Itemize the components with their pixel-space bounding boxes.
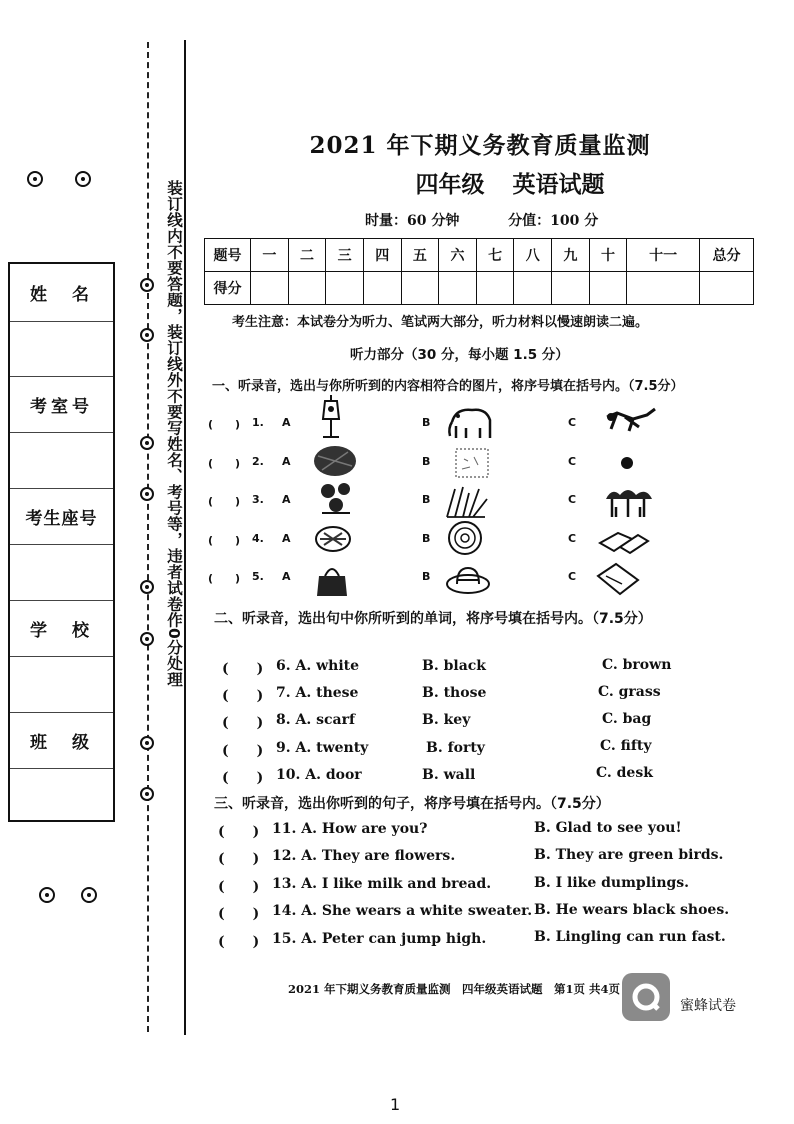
- option-a: 7. A. these: [276, 685, 359, 701]
- binding-hole-icon: [140, 487, 154, 501]
- table-cell: 六: [439, 239, 477, 272]
- option-b: B. Lingling can run fast.: [534, 929, 726, 945]
- option-c-label: C: [568, 493, 577, 506]
- hat-icon: [445, 562, 491, 596]
- answer-paren[interactable]: ( ): [218, 851, 260, 867]
- option-c: C. bag: [602, 711, 652, 727]
- score-cell[interactable]: [251, 272, 289, 305]
- page-number: 1: [390, 1095, 401, 1114]
- table-cell: 一: [251, 239, 289, 272]
- score-cell[interactable]: [439, 272, 477, 305]
- exam-subtitle: 四年级 英语试题: [415, 171, 605, 198]
- cabbage-icon: [444, 520, 486, 556]
- answer-paren[interactable]: ( ): [208, 457, 241, 470]
- school-field[interactable]: [10, 657, 113, 713]
- binding-hole-icon: [140, 278, 154, 292]
- answer-paren[interactable]: ( ): [208, 418, 241, 431]
- question-number: 5.: [252, 570, 264, 583]
- handbag-icon: [315, 562, 349, 598]
- option-b-label: B: [422, 570, 431, 583]
- option-a: 6. A. white: [276, 658, 360, 674]
- binding-notice: 装订线内不要答题，装订线外不要写姓名、考号等，违者试卷作0分处理: [165, 180, 183, 688]
- option-b: B. key: [422, 712, 471, 728]
- binding-hole-icon: [140, 787, 154, 801]
- seat-label: 考生座号: [10, 489, 113, 545]
- school-label: 学 校: [10, 601, 113, 657]
- option-b: B. forty: [426, 740, 485, 756]
- option-c-label: C: [568, 455, 577, 468]
- table-cell: 总分: [700, 239, 754, 272]
- answer-paren[interactable]: ( ): [208, 495, 241, 508]
- option-c-label: C: [568, 416, 577, 429]
- option-a: 9. A. twenty: [276, 740, 369, 756]
- monkey-icon: [603, 407, 659, 435]
- table-cell: 八: [514, 239, 552, 272]
- binding-hole-icon: [140, 436, 154, 450]
- bread-icon: [454, 447, 490, 479]
- class-field[interactable]: [10, 769, 113, 820]
- exam-title: 2021 年下期义务教育质量监测: [309, 132, 651, 159]
- option-a: 8. A. scarf: [276, 712, 355, 728]
- answer-paren[interactable]: ( ): [222, 661, 264, 677]
- room-field[interactable]: [10, 433, 113, 489]
- option-b: B. black: [422, 658, 486, 674]
- binding-hole-icon: [140, 632, 154, 646]
- score-cell[interactable]: [627, 272, 700, 305]
- table-cell: 二: [288, 239, 326, 272]
- binding-hole-icon: [81, 887, 97, 903]
- option-b: B. He wears black shoes.: [534, 902, 730, 918]
- listening-title: 听力部分（30 分，每小题 1.5 分）: [350, 347, 569, 363]
- option-b: B. Glad to see you!: [534, 820, 682, 836]
- question-number: 3.: [252, 493, 264, 506]
- page-footer: 2021 年下期义务教育质量监测 四年级英语试题 第1页 共4页: [288, 982, 621, 996]
- answer-paren[interactable]: ( ): [218, 824, 260, 840]
- option-a: 12. A. They are flowers.: [272, 848, 456, 864]
- seat-field[interactable]: [10, 545, 113, 601]
- pizza-icon: [312, 444, 358, 478]
- binding-solid-line: [184, 40, 186, 1035]
- binding-hole-icon: [75, 171, 91, 187]
- answer-paren[interactable]: ( ): [222, 688, 264, 704]
- option-b: B. I like dumplings.: [534, 875, 690, 891]
- option-c-label: C: [568, 570, 577, 583]
- section3-title: 三、听录音，选出你听到的句子，将序号填在括号内。（7.5分）: [214, 796, 610, 812]
- exam-notice: 考生注意：本试卷分为听力、笔试两大部分，听力材料以慢速朗读二遍。: [232, 315, 649, 330]
- question-number: 2.: [252, 455, 264, 468]
- answer-paren[interactable]: ( ): [208, 534, 241, 547]
- option-c: C. brown: [602, 657, 672, 673]
- table-cell: 十一: [627, 239, 700, 272]
- grass-icon: [443, 483, 489, 519]
- option-c: C. fifty: [600, 738, 652, 754]
- answer-paren[interactable]: ( ): [208, 572, 241, 585]
- question-number: 1.: [252, 416, 264, 429]
- answer-paren[interactable]: ( ): [222, 743, 264, 759]
- option-c-label: C: [568, 532, 577, 545]
- option-a-label: A: [282, 416, 291, 429]
- option-b-label: B: [422, 455, 431, 468]
- book-icon: [596, 562, 640, 596]
- option-b: B. those: [422, 685, 487, 701]
- score-cell[interactable]: [514, 272, 552, 305]
- option-a-label: A: [282, 570, 291, 583]
- dot-icon: [620, 456, 634, 470]
- student-info-box: [8, 262, 115, 822]
- option-b: B. They are green birds.: [534, 847, 724, 863]
- option-b-label: B: [422, 532, 431, 545]
- option-a: 11. A. How are you?: [272, 821, 428, 837]
- section2-title: 二、听录音，选出句中你所听到的单词，将序号填在括号内。（7.5分）: [214, 611, 652, 627]
- table-row: [205, 272, 754, 305]
- room-label: 考室号: [10, 377, 113, 433]
- score-table: [204, 238, 754, 305]
- binding-hole-icon: [140, 580, 154, 594]
- binding-hole-icon: [27, 171, 43, 187]
- score-cell[interactable]: [476, 272, 514, 305]
- table-cell: 七: [476, 239, 514, 272]
- answer-paren[interactable]: ( ): [218, 906, 260, 922]
- exam-meta: [365, 210, 665, 230]
- score-cell[interactable]: [363, 272, 401, 305]
- option-a-label: A: [282, 493, 291, 506]
- score-cell[interactable]: [552, 272, 590, 305]
- flower-icon: [316, 479, 356, 517]
- binding-dashed-line: [147, 42, 149, 1032]
- score-cell[interactable]: [589, 272, 627, 305]
- trees-icon: [602, 485, 654, 519]
- answer-paren[interactable]: ( ): [218, 879, 260, 895]
- table-cell: 题号: [205, 239, 251, 272]
- table-row: [205, 239, 754, 272]
- option-a: 14. A. She wears a white sweater.: [272, 903, 533, 919]
- option-b-label: B: [422, 416, 431, 429]
- table-cell: 十: [589, 239, 627, 272]
- binding-hole-icon: [140, 328, 154, 342]
- score-info: 分值：100 分: [508, 213, 599, 229]
- option-c: C. desk: [596, 765, 653, 781]
- option-b-label: B: [422, 493, 431, 506]
- binding-hole-icon: [140, 736, 154, 750]
- class-label: 班 级: [10, 713, 113, 769]
- name-field[interactable]: [10, 322, 113, 377]
- table-cell: 五: [401, 239, 439, 272]
- score-cell[interactable]: [288, 272, 326, 305]
- option-a: 15. A. Peter can jump high.: [272, 931, 487, 947]
- option-b: B. wall: [422, 767, 476, 783]
- option-a: 13. A. I like milk and bread.: [272, 876, 492, 892]
- score-cell[interactable]: [326, 272, 364, 305]
- option-a: 10. A. door: [276, 767, 362, 783]
- score-cell[interactable]: [401, 272, 439, 305]
- name-label: 姓 名: [10, 264, 113, 322]
- watermark-logo-icon: [622, 973, 670, 1021]
- list-item: [208, 524, 768, 554]
- elephant-icon: [446, 404, 498, 442]
- question-number: 4.: [252, 532, 264, 545]
- table-cell: 三: [326, 239, 364, 272]
- answer-paren[interactable]: ( ): [222, 770, 264, 786]
- score-cell[interactable]: [700, 272, 754, 305]
- answer-paren[interactable]: ( ): [218, 934, 260, 950]
- option-c: C. grass: [598, 684, 661, 700]
- option-a-label: A: [282, 532, 291, 545]
- answer-paren[interactable]: ( ): [222, 715, 264, 731]
- option-a-label: A: [282, 455, 291, 468]
- time-info: 时量：60 分钟: [365, 213, 460, 229]
- table-cell: 四: [363, 239, 401, 272]
- table-cell: 九: [552, 239, 590, 272]
- biscuits-icon: [598, 527, 650, 555]
- watermark-text: 蜜蜂试卷: [680, 998, 736, 1014]
- table-cell: 得分: [205, 272, 251, 305]
- section1-title: 一、听录音，选出与你所听到的内容相符合的图片，将序号填在括号内。（7.5分）: [212, 379, 684, 394]
- binding-hole-icon: [39, 887, 55, 903]
- lamp-icon: [315, 393, 347, 439]
- cake-icon: [314, 525, 352, 553]
